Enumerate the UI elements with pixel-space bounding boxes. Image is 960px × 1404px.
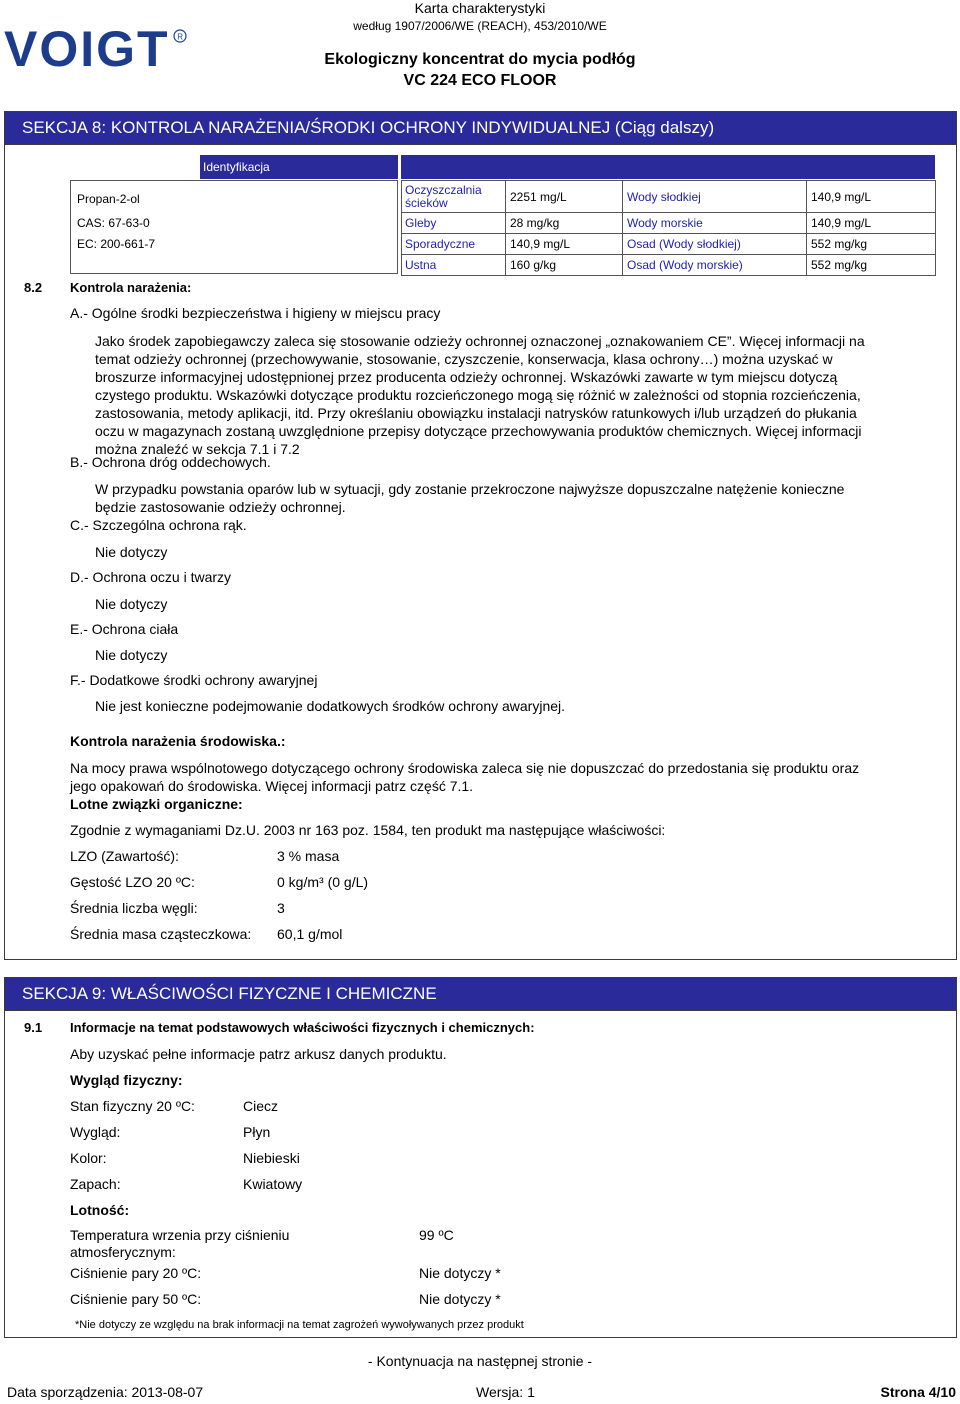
text-line: jego opakowań do środowiska. Więcej informacji patrz część 7.1.: [70, 778, 474, 794]
text-line: będzie zastosowanie odzieży ochronnej.: [95, 499, 346, 515]
text-line: atmosferycznym:: [70, 1244, 176, 1260]
pnec-cell: Gleby: [402, 213, 506, 234]
section-9-intro: Aby uzyskać pełne informacje patrz arkusz danych produktu.: [70, 1046, 447, 1062]
continuation-note: - Kontynuacja na następnej stronie -: [367, 1353, 593, 1369]
property-value: Ciecz: [243, 1098, 279, 1114]
volatility-title: Lotność:: [70, 1202, 130, 1218]
property-label: Ciśnienie pary 20 ºC:: [70, 1265, 202, 1281]
text-line: W przypadku powstania oparów lub w sytuacji, gdy zostanie przekroczone najwyższe dopuszczalne natężenie konieczne: [95, 481, 845, 497]
section-e-text: Nie dotyczy: [95, 647, 168, 663]
pnec-table: [401, 180, 936, 276]
footer-page: Strona 4/10: [880, 1384, 956, 1400]
pnec-header-bar: [401, 155, 935, 179]
appearance-title: Wygląd fizyczny:: [70, 1072, 183, 1088]
property-value: Płyn: [243, 1124, 271, 1140]
section-a-text: [95, 332, 935, 458]
sub-8-2-num: 8.2: [24, 280, 43, 295]
pnec-cell: Wody słodkiej: [623, 181, 807, 213]
section-b-text: [95, 480, 935, 516]
text-line: zastosowania, metody aplikacji, itd. Przy określaniu obowiązku instalacji natrysków ratunkowych i/lub urządzeń do płukania: [95, 405, 857, 421]
section-8-title: SEKCJA 8: KONTROLA NARAŻENIA/ŚRODKI OCHRONY INDYWIDUALNEJ (Ciąg dalszy): [5, 112, 956, 145]
env-control-text: [70, 759, 935, 795]
substance-ec: EC: 200-661-7: [77, 237, 156, 251]
text-line: Jako środek zapobiegawczy zaleca się stosowanie odzieży ochronnej oznaczonej „oznakowaniem CE”. Więcej informacji na: [95, 333, 865, 349]
voc-label: Średnia liczba węgli:: [70, 900, 198, 916]
pnec-cell: Ustna: [402, 255, 506, 276]
voc-value: 0 kg/m³ (0 g/L): [277, 874, 369, 890]
table-row: [402, 255, 936, 276]
product-code: VC 224 ECO FLOOR: [403, 72, 557, 89]
section-d-text: Nie dotyczy: [95, 596, 168, 612]
property-label: Stan fizyczny 20 ºC:: [70, 1098, 195, 1114]
substance-cell: [70, 180, 398, 274]
property-label: Kolor:: [70, 1150, 107, 1166]
voc-text: Zgodnie z wymaganiami Dz.U. 2003 nr 163 poz. 1584, ten produkt ma następujące właściwości:: [70, 822, 666, 838]
table-row: [402, 234, 936, 255]
env-control-title: Kontrola narażenia środowiska.:: [70, 733, 286, 749]
property-label: Zapach:: [70, 1176, 121, 1192]
sub-9-1-num: 9.1: [24, 1020, 43, 1035]
property-value: Niebieski: [243, 1150, 300, 1166]
pnec-cell: Sporadyczne: [402, 234, 506, 255]
text-line: czystego produktu. Wskazówki dotyczące produktu rozcieńczonego mogą się różnić w zależności od stopnia rozcieńczenia,: [95, 387, 861, 403]
property-value: Kwiatowy: [243, 1176, 303, 1192]
text-line: Temperatura wrzenia przy ciśnieniu: [70, 1227, 290, 1243]
boiling-value: 99 ºC: [419, 1227, 454, 1243]
table-row: [402, 181, 936, 213]
pnec-cell: Osad (Wody słodkiej): [623, 234, 807, 255]
voc-label: LZO (Zawartość):: [70, 848, 179, 864]
pnec-cell: Osad (Wody morskie): [623, 255, 807, 276]
brand-text: VOIGT: [4, 21, 170, 72]
regulation: według 1907/2006/WE (REACH), 453/2010/WE: [353, 19, 607, 33]
sub-8-2-title: Kontrola narażenia:: [70, 280, 192, 295]
footer-date: Data sporządzenia: 2013-08-07: [7, 1384, 204, 1400]
section-f-title: F.- Dodatkowe środki ochrony awaryjnej: [70, 672, 318, 688]
text-line: można znaleźć w sekcja 7.1 i 7.2: [95, 441, 300, 457]
voc-value: 3 % masa: [277, 848, 340, 864]
pnec-cell: 2251 mg/L: [506, 181, 623, 213]
text-line: broszurze informacyjnej udostępnionej przez producenta odzieży ochronnej. Wskazówki zawarte w tym miejscu dotyczą: [95, 369, 838, 385]
sub-9-1-title: Informacje na temat podstawowych właściwości fizycznych i chemicznych:: [70, 1020, 535, 1035]
footnote: *Nie dotyczy ze względu na brak informacji na temat zagrożeń wywoływanych przez produkt: [75, 1319, 524, 1331]
section-c-text: Nie dotyczy: [95, 544, 168, 560]
substance-cas: CAS: 67-63-0: [77, 216, 150, 230]
pnec-cell: 140,9 mg/L: [807, 213, 936, 234]
footer-version: Wersja: 1: [476, 1384, 535, 1400]
voc-label: Gęstość LZO 20 ºC:: [70, 874, 195, 890]
voc-value: 3: [277, 900, 285, 916]
pnec-cell: Wody morskie: [623, 213, 807, 234]
section-d-title: D.- Ochrona oczu i twarzy: [70, 569, 232, 585]
ident-header: Identyfikacja: [200, 155, 398, 179]
pnec-cell: 552 mg/kg: [807, 234, 936, 255]
section-b-title: B.- Ochrona dróg oddechowych.: [70, 454, 271, 470]
property-label: Ciśnienie pary 50 ºC:: [70, 1291, 202, 1307]
text-line: temat odzieży ochronnej (przechowywanie, stosowanie, czyszczenie, konserwacja, klasa ochrony…) można uzyskać w: [95, 351, 833, 367]
pnec-cell: 28 mg/kg: [506, 213, 623, 234]
voc-value: 60,1 g/mol: [277, 926, 343, 942]
text-line: Na mocy prawa wspólnotowego dotyczącego ochrony środowiska zaleca się nie dopuszczać do przedostania się produktu oraz: [70, 760, 860, 776]
section-9-title: SEKCJA 9: WŁAŚCIWOŚCI FIZYCZNE I CHEMICZNE: [5, 978, 956, 1011]
ident-header-row: [70, 155, 398, 179]
table-row: [402, 213, 936, 234]
pnec-cell: 552 mg/kg: [807, 255, 936, 276]
substance-name: Propan-2-ol: [77, 192, 140, 206]
voc-title: Lotne związki organiczne:: [70, 796, 243, 812]
property-value: Nie dotyczy *: [419, 1291, 501, 1307]
section-f-text: Nie jest konieczne podejmowanie dodatkowych środków ochrony awaryjnej.: [95, 698, 566, 714]
text-line: oczu w magazynach zostaną uwzględnione przepisy dotyczące przechowywania produktów chemicznych. Więcej informacji: [95, 423, 862, 439]
boiling-label: [70, 1227, 289, 1261]
section-e-title: E.- Ochrona ciała: [70, 621, 179, 637]
section-c-title: C.- Szczególna ochrona rąk.: [70, 517, 247, 533]
voc-label: Średnia masa cząsteczkowa:: [70, 926, 252, 942]
svg-text:R: R: [177, 32, 184, 42]
pnec-cell: 160 g/kg: [506, 255, 623, 276]
property-value: Nie dotyczy *: [419, 1265, 501, 1281]
section-a-title: A.- Ogólne środki bezpieczeństwa i higieny w miejscu pracy: [70, 305, 441, 321]
pnec-cell: 140,9 mg/L: [807, 181, 936, 213]
pnec-cell: 140,9 mg/L: [506, 234, 623, 255]
property-label: Wygląd:: [70, 1124, 121, 1140]
product-name: Ekologiczny koncentrat do mycia podłóg: [324, 51, 636, 68]
pnec-cell: Oczyszczalnia ścieków: [402, 181, 506, 213]
doc-title: Karta charakterystyki: [414, 0, 546, 16]
